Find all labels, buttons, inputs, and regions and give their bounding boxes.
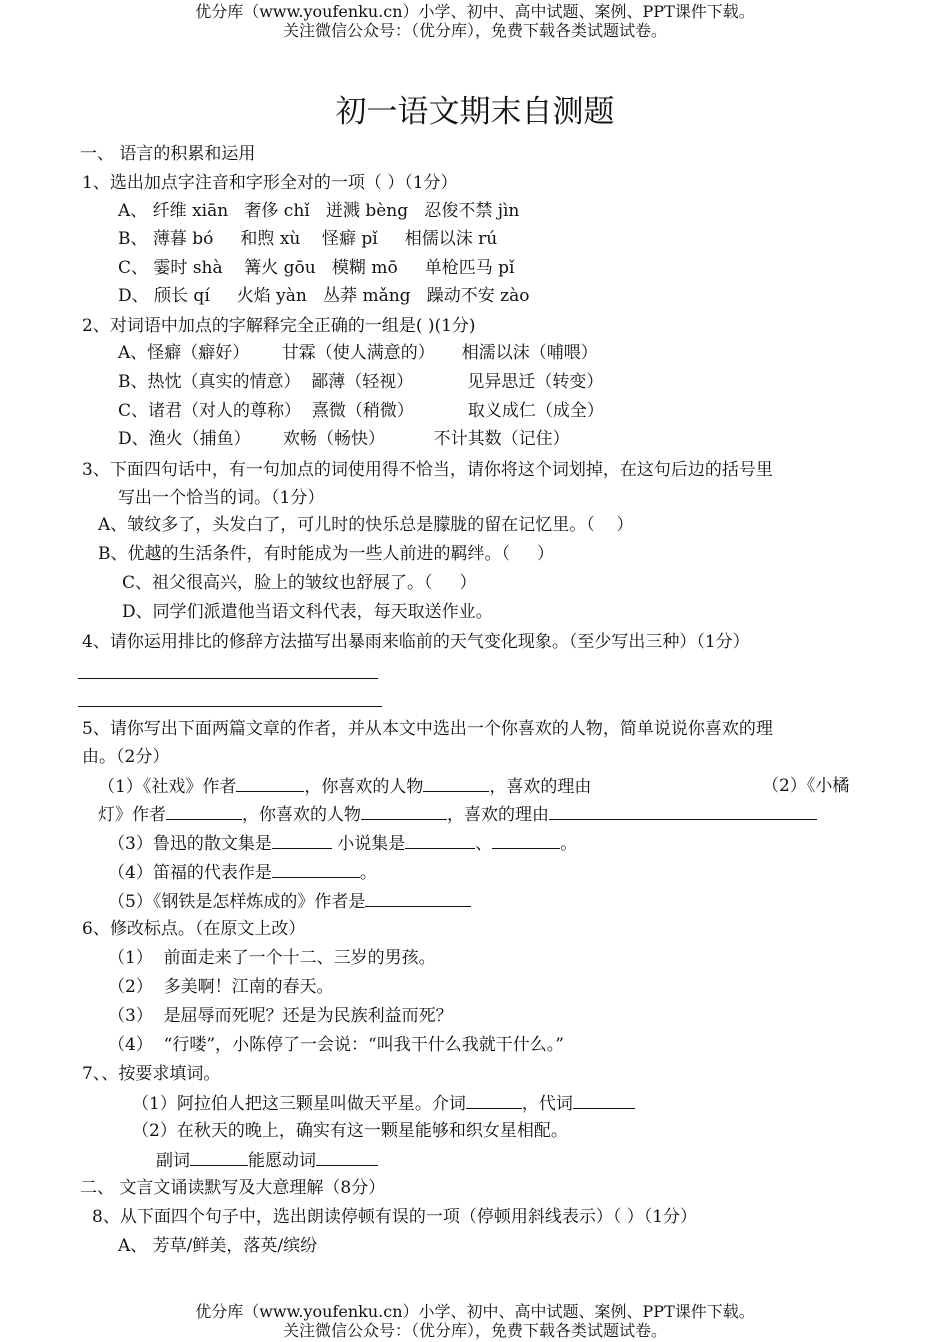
header-line-2: 关注微信公众号：（优分库），免费下载各类试题试卷。	[282, 21, 667, 40]
question-5: 5、请你写出下面两篇文章的作者，并从本文中选出一个你喜欢的人物，简单说说你喜欢的理	[82, 719, 773, 739]
q3-option-c: C、祖父很高兴，脸上的皱纹也舒展了。（ ）	[122, 573, 477, 593]
q5-item-2: 灯》作者 ，你喜欢的人物 ，喜欢的理由	[98, 803, 817, 826]
question-5-cont: 由。（2分）	[82, 747, 170, 767]
question-3: 3、下面四句话中，有一句加点的词使用得不恰当，请你将这个词划掉，在这句后边的括号里	[82, 460, 773, 480]
footer-line-2: 关注微信公众号：（优分库），免费下载各类试题试卷。	[282, 1321, 667, 1340]
q8-option-a: A、 芳草/鲜美，落英/缤纷	[118, 1236, 318, 1256]
question-8: 8、从下面四个句子中，选出朗读停顿有误的一项（停顿用斜线表示）（ ）（1分）	[92, 1207, 698, 1227]
question-2: 2、对词语中加点的字解释完全正确的一组是( )(1分)	[82, 316, 476, 336]
question-3-cont: 写出一个恰当的词。（1分）	[118, 488, 325, 508]
q3-option-d: D、同学们派遣他当语文科代表，每天取送作业。	[122, 602, 493, 622]
answer-line-1[interactable]	[78, 678, 378, 679]
q2-option-d: D、渔火（捕鱼） 欢畅（畅快） 不计其数（记住）	[118, 429, 570, 449]
blank-reason-2[interactable]	[549, 803, 817, 820]
question-4: 4、请你运用排比的修辞方法描写出暴雨来临前的天气变化现象。（至少写出三种）（1分）	[82, 632, 750, 652]
blank-adverb[interactable]	[190, 1149, 248, 1166]
q5-item-1: （1）《社戏》作者 ，你喜欢的人物 ，喜欢的理由	[98, 777, 592, 797]
q6-item-3: （3） 是屈辱而死呢？还是为民族利益而死？	[108, 1006, 453, 1026]
question-1: 1、选出加点字注音和字形全对的一项（ ）（1分）	[82, 173, 458, 193]
blank-defoe-work[interactable]	[272, 861, 360, 878]
q1-option-a: A、 纤维 xiān 奢侈 chǐ 迸溅 bèng 忍俊不禁 jìn	[118, 201, 520, 221]
header-line-1: 优分库（www.youfenku.cn）小学、初中、高中试题、案例、PPT课件下载。	[195, 2, 755, 21]
blank-novel-collection-1[interactable]	[405, 832, 475, 849]
footer-line-1: 优分库（www.youfenku.cn）小学、初中、高中试题、案例、PPT课件下载。	[195, 1302, 755, 1321]
q1-option-b: B、 薄暮 bó 和煦 xù 怪癖 pǐ 相儒以沫 rú	[118, 229, 498, 249]
q2-option-c: C、诸君（对人的尊称） 熹微（稍微） 取义成仁（成全）	[118, 401, 604, 421]
q7-item-2: （2）在秋天的晚上，确实有这一颗星能够和织女星相配。	[132, 1121, 568, 1141]
q6-item-2: （2） 多美啊！江南的春天。	[108, 977, 334, 997]
section-2-heading: 二、 文言文诵读默写及大意理解（8分）	[80, 1178, 386, 1198]
q2-option-b: B、热忱（真实的情意） 鄙薄（轻视） 见异思迁（转变）	[118, 372, 604, 392]
blank-novel-collection-2[interactable]	[492, 832, 560, 849]
blank-author-1[interactable]	[236, 775, 304, 792]
question-6: 6、修改标点。（在原文上改）	[82, 919, 306, 939]
blank-author-2[interactable]	[166, 803, 242, 820]
q6-item-4: （4） “行喽”，小陈停了一会说：“叫我干什么我就干什么。”	[108, 1035, 564, 1055]
q2-option-a: A、怪癖（癖好） 甘霖（使人满意的） 相濡以沫（哺喂）	[118, 343, 598, 363]
answer-line-2[interactable]	[78, 706, 382, 707]
q7-item-2-blanks: 副词 能愿动词	[156, 1149, 378, 1172]
blank-character-1[interactable]	[423, 775, 489, 792]
section-1-heading: 一、 语言的积累和运用	[80, 144, 256, 164]
q5-item-3: （3）鲁迅的散文集是 小说集是 、 。	[108, 834, 578, 854]
page-title: 初一语文期末自测题	[335, 94, 615, 130]
blank-character-2[interactable]	[361, 803, 447, 820]
blank-steel-author[interactable]	[365, 890, 471, 907]
q1-option-d: D、 颀长 qí 火焰 yàn 丛莽 mǎng 躁动不安 zào	[118, 286, 530, 306]
q3-option-b: B、优越的生活条件，有时能成为一些人前进的羁绊。（ ）	[98, 544, 555, 564]
blank-essay-collection[interactable]	[272, 832, 332, 849]
q7-item-1: （1）阿拉伯人把这三颗星叫做天平星。介词 ，代词	[132, 1092, 635, 1115]
q5-item-5: （5）《钢铁是怎样炼成的》作者是	[108, 890, 471, 913]
q5-item-4: （4）笛福的代表作是 。	[108, 863, 377, 883]
blank-preposition[interactable]	[466, 1092, 522, 1109]
q3-option-a: A、皱纹多了，头发白了，可儿时的快乐总是朦胧的留在记忆里。（ ）	[98, 515, 634, 535]
q6-item-1: （1） 前面走来了一个十二、三岁的男孩。	[108, 948, 436, 968]
q5-item-2-start: （2）《小橘	[762, 776, 850, 796]
question-7: 7、、按要求填词。	[82, 1064, 221, 1084]
blank-pronoun[interactable]	[573, 1092, 635, 1109]
blank-modal-verb[interactable]	[316, 1149, 378, 1166]
q1-option-c: C、 霎时 shà 篝火 gōu 模糊 mō 单枪匹马 pǐ	[118, 258, 515, 278]
